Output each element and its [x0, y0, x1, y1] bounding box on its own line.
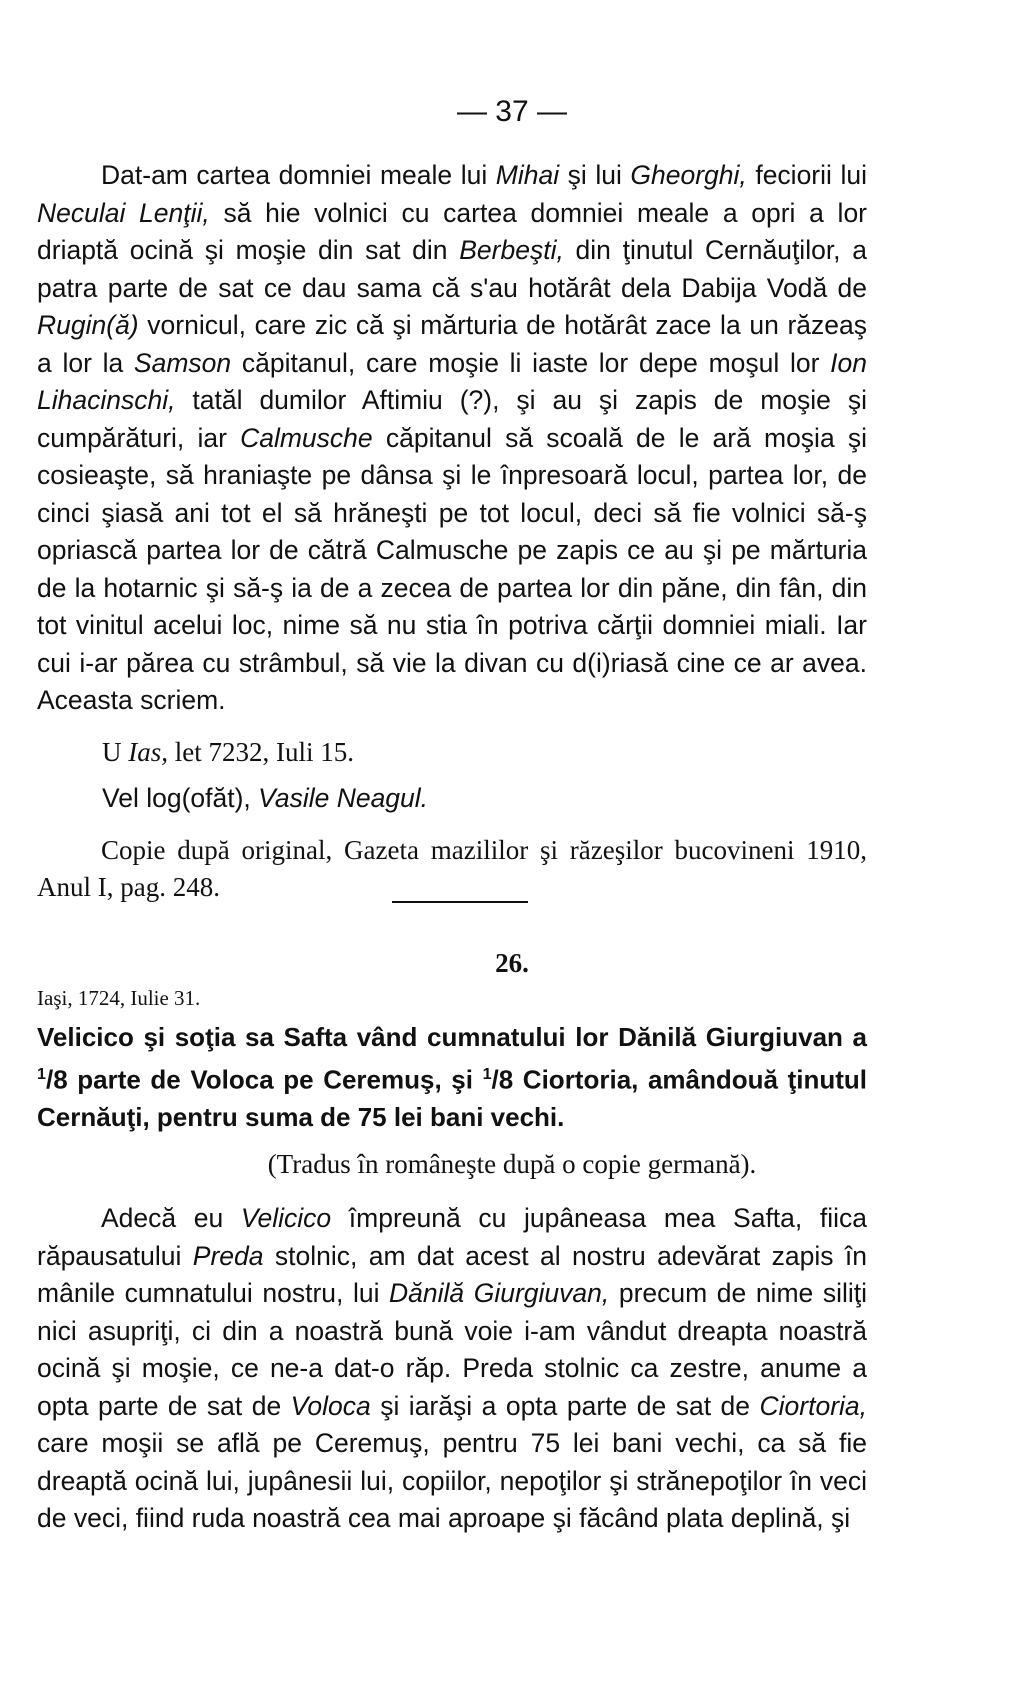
text-run: să hie volnici cu cartea domniei meale a opri a lor driaptă ocină şi moşie din sat din	[37, 197, 868, 265]
text-run: şi iarăşi a opta parte de sat de	[370, 1390, 760, 1421]
italic-name: Dănilă Giurgiuvan,	[389, 1278, 610, 1308]
fraction-numerator: 1	[37, 1065, 46, 1083]
deed-paragraph	[37, 1200, 867, 1538]
summary-part-b: /8 parte de Voloca pe Ceremuş, şi	[45, 1064, 483, 1095]
signature-name: Vasile Neagul.	[258, 783, 429, 813]
grant-paragraph	[37, 157, 867, 720]
italic-name: Berbeşti,	[459, 235, 564, 265]
text-run: căpitanul, care moşie li iaste lor depe moşul lor	[231, 347, 831, 378]
date-line	[102, 737, 354, 768]
italic-name: Voloca	[290, 1390, 371, 1421]
fraction-numerator: 1	[482, 1065, 492, 1083]
section-divider	[392, 901, 528, 903]
page-number: — 37 —	[456, 95, 568, 128]
translation-note: (Tradus în româneşte după o copie germană).	[267, 1149, 757, 1179]
text-run: stolnic, am dat acest al nostru adevărat zapis în mânile cumnatului nostru, lui	[37, 1240, 867, 1308]
date-place: Ias,	[128, 737, 168, 767]
italic-name: Gheorghi,	[630, 160, 747, 190]
text-run: şi lui	[559, 160, 631, 190]
text-run: împreună cu jupâneasa mea Safta, fiica răpausatului	[37, 1203, 867, 1271]
italic-name: Rugin(ă)	[37, 310, 139, 340]
document-summary	[37, 1019, 867, 1136]
text-run: care moşii se află pe Ceremuş, pentru 75 lei bani vechi, ca să fie dreaptă ocină lui, jupânesii lui, copiilor, nepoţilor şi strănepoţilor în veci de veci, fiind ruda noastră cea mai aproape şi făcând plata deplină, şi	[37, 1428, 867, 1533]
place-date: Iaşi, 1724, Iulie 31.	[37, 986, 201, 1010]
italic-name: Velicico	[240, 1203, 332, 1233]
signature-line	[102, 783, 428, 814]
text-run: din ţinutul Cernăuţilor, a patra parte de sat ce dau sama că s'au hotărât dela Dabija Vodă de	[37, 235, 867, 303]
signature-title: Vel log(ofăt),	[102, 783, 259, 813]
date-rest: let 7232, Iuli 15.	[168, 737, 354, 767]
text-run: Dat-am cartea domniei meale lui	[101, 160, 496, 190]
italic-name: Calmusche	[240, 422, 373, 453]
summary-part-c: /8 Ciortoria, amândouă ţinutul Cernăuţi, pentru suma de 75 lei bani vechi.	[37, 1064, 867, 1132]
text-run: tatăl dumilor Aftimiu (?), şi au şi zapis de moşie şi cumpărături, iar	[37, 385, 867, 453]
summary-part-a: Velicico şi soţia sa Safta vând cumnatului lor Dănilă Giurgiuvan a	[37, 1022, 867, 1052]
italic-name: Samson	[133, 347, 232, 378]
italic-name: Ciortoria,	[759, 1390, 868, 1421]
text-run: vornicul, care zic că şi mărturia de hotărât zace la un răzeaş a lor la	[37, 310, 867, 378]
date-prefix: U	[102, 737, 129, 767]
text-run: căpitanul să scoală de le ară moşia şi cosieaşte, să hraniaşte pe dânsa şi le înpresoară locul, partea lor, de cinci şiasă ani tot el să hrăneşti pe tot locul, deci să fie volnici să-ş opriască partea lor de cătră Calmusche pe zapis ce au şi pe mărturia de la hotarnic şi să-ş ia de a zecea de partea lor din păne, din fân, din tot vinitul acelui loc, nime să nu stia în potriva cărţii domniei miali. Iar cui i-ar părea cu strâmbul, să vie la divan cu d(i)riasă cine ce ar avea. Aceasta scriem.	[37, 422, 868, 715]
source-note: Copie după original, Gazeta mazililor şi răzeşilor bucovineni 1910, Anul I, pag. 248.	[37, 835, 867, 902]
italic-name: Mihai	[495, 160, 560, 190]
italic-name: Ion Lihacinschi,	[37, 347, 867, 415]
text-run: precum de nime siliţi nici asupriţi, ci din a noastră bună voie i-am vândut dreapta noastră ocină şi moşie, ce ne-a dat-o răp. Preda stolnic ca zestre, anume a opta parte de sat de	[37, 1278, 867, 1421]
italic-name: Preda	[192, 1240, 264, 1271]
text-run: feciorii lui	[746, 160, 867, 190]
text-run: Adecă eu	[101, 1203, 241, 1233]
document-number: 26.	[495, 948, 529, 978]
italic-name: Neculai Lenţii,	[37, 197, 210, 228]
